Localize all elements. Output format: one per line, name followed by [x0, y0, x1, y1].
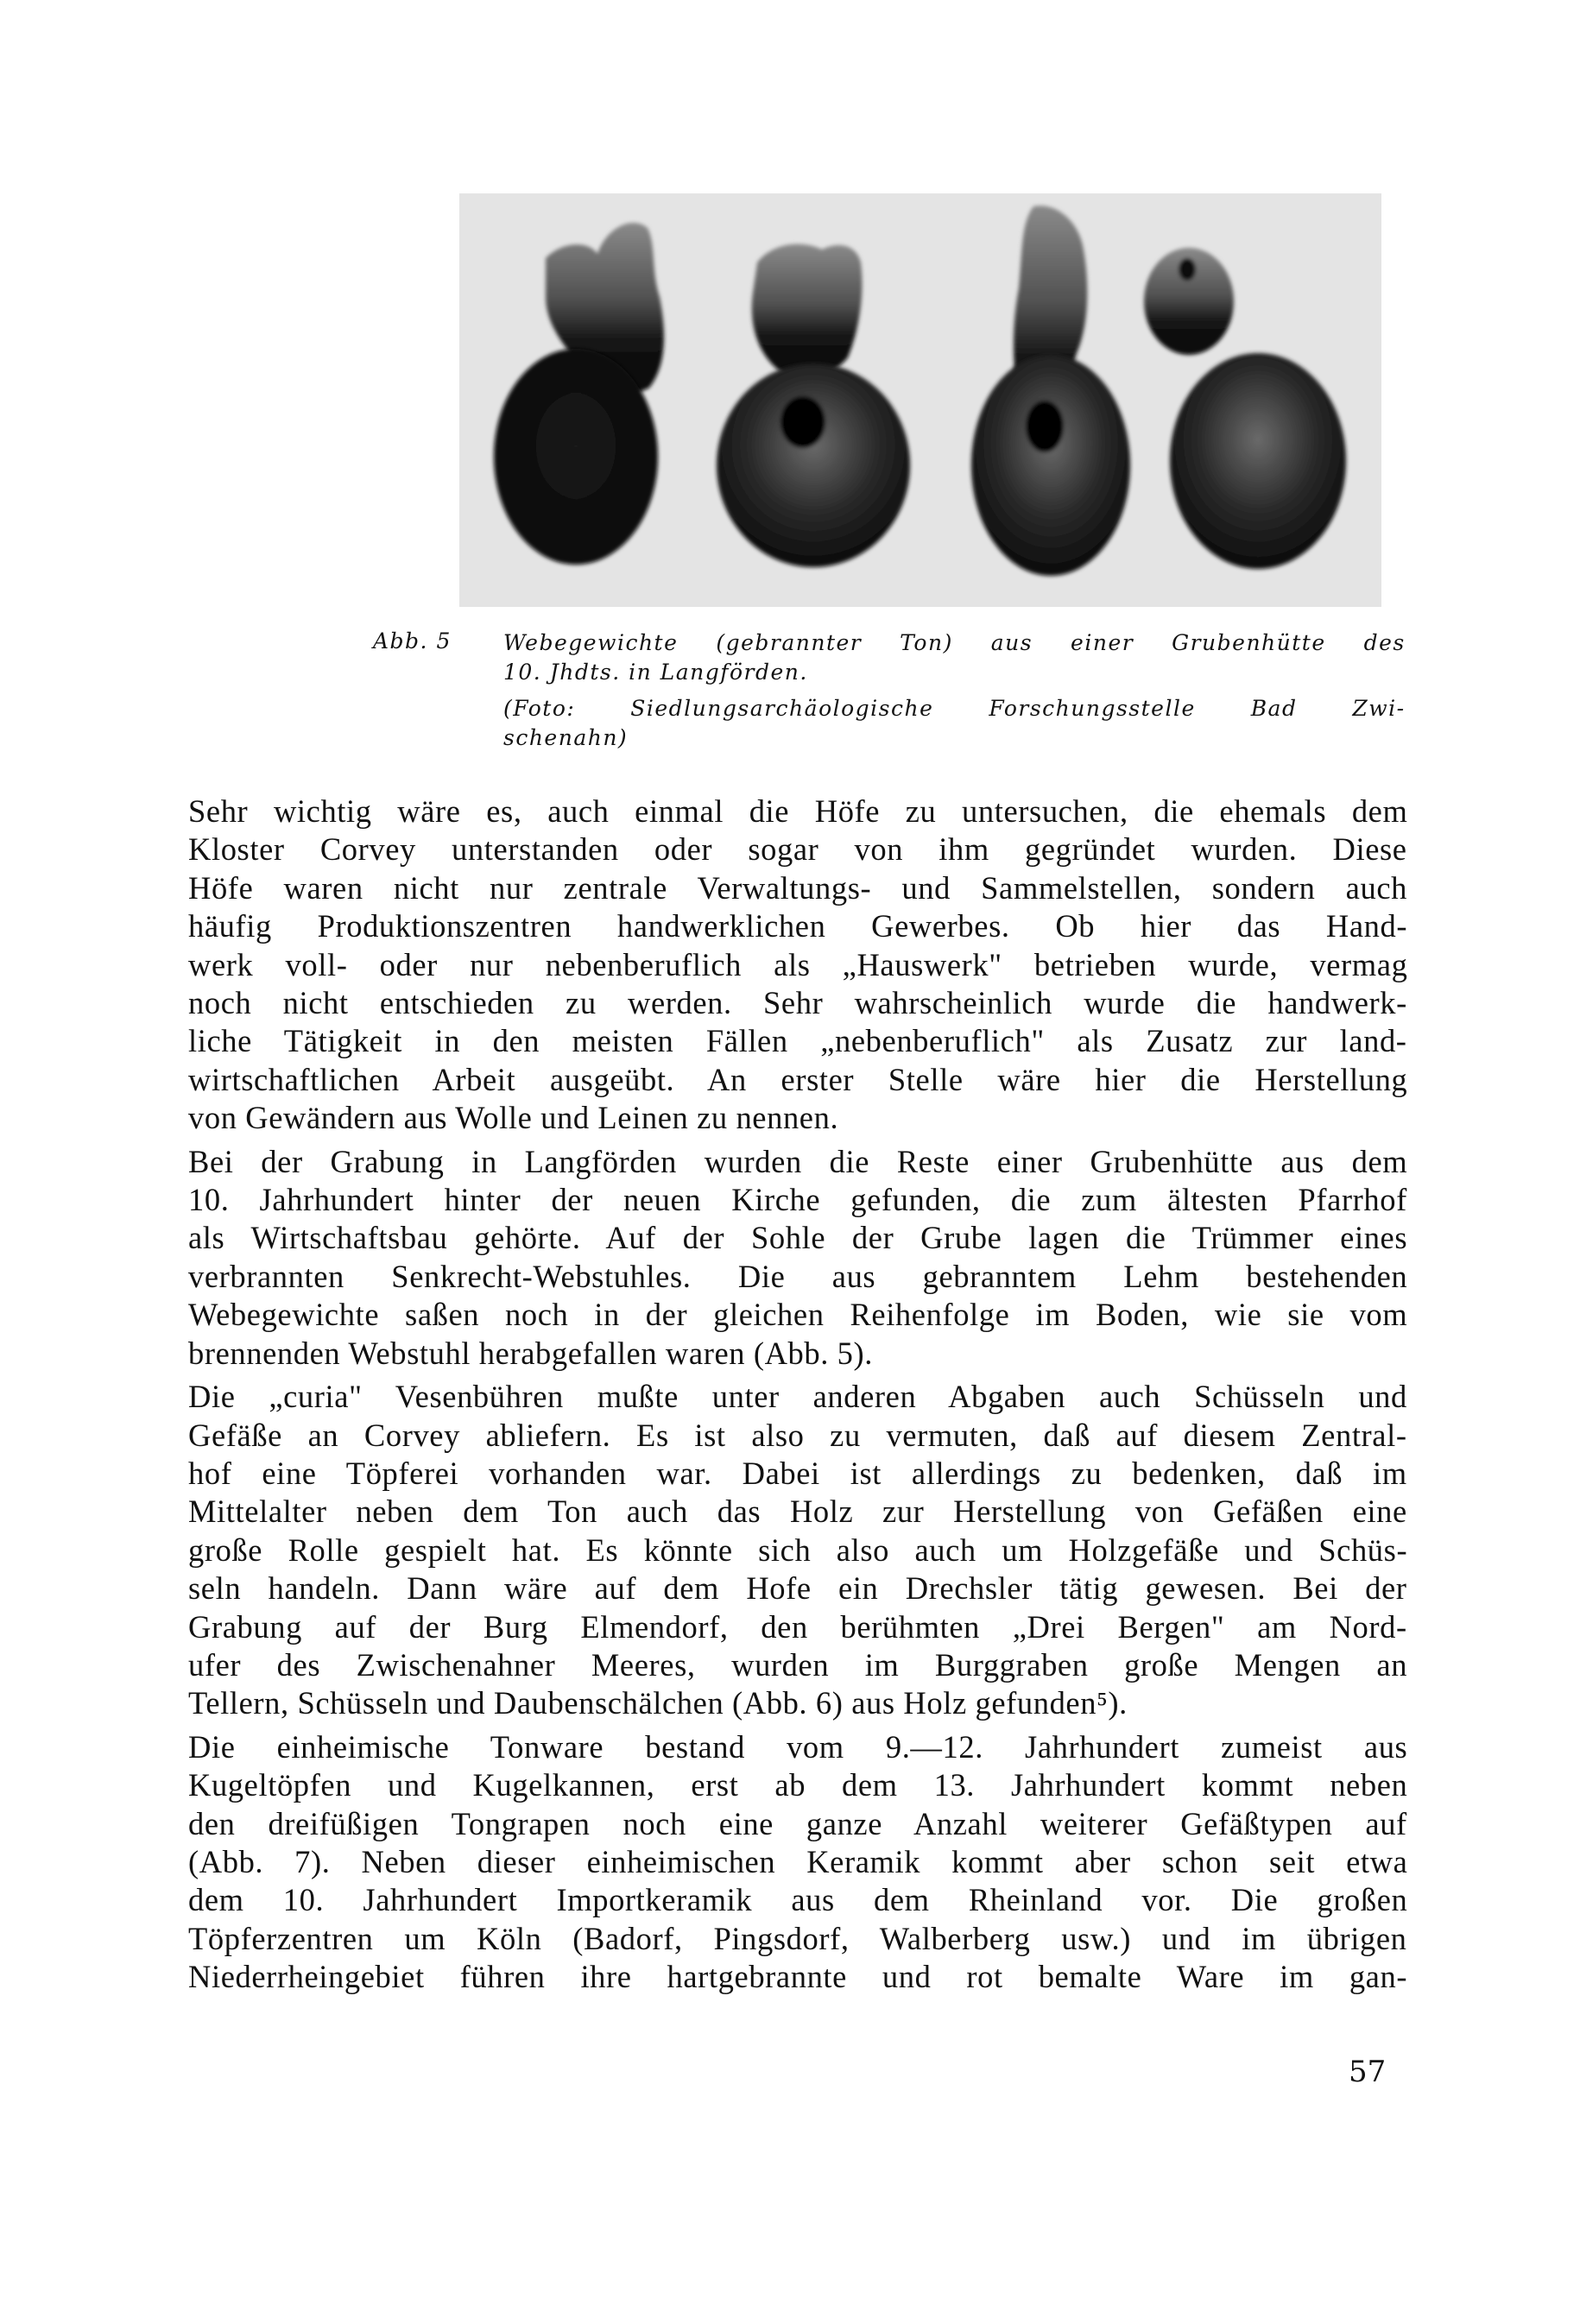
text-line: Sehr wichtig wäre es, auch einmal die Höfe zu untersuchen, die ehemals dem	[188, 793, 1408, 829]
caption-credit-line: (Foto: Siedlungsarchäologische Forschungsstelle Bad Zwi-	[503, 696, 1406, 721]
text-line: Webegewichte saßen noch in der gleichen Reihenfolge im Boden, wie sie vom	[188, 1297, 1408, 1333]
text-line: Die einheimische Tonware bestand vom 9.—12. Jahrhundert zumeist aus	[188, 1728, 1408, 1765]
text-line: den dreifüßigen Tongrapen noch eine ganze Anzahl weiterer Gefäßtypen auf	[188, 1805, 1407, 1841]
text-line: werk voll- oder nur nebenberuflich als „Hauswerk" betrieben wurde, vermag	[188, 946, 1408, 982]
loom-weight-ring-2	[717, 363, 910, 567]
body-text	[188, 793, 1407, 1997]
caption-credit-line: schenahn)	[503, 725, 629, 750]
text-line: noch nicht entschieden zu werden. Sehr wahrscheinlich wurde die handwerk-	[188, 985, 1407, 1021]
loom-weight-ring-3	[971, 355, 1130, 576]
text-line: Kugeltöpfen und Kugelkannen, erst ab dem 13. Jahrhundert kommt neben	[188, 1767, 1408, 1803]
figure-label: Abb. 5	[373, 628, 452, 654]
text-line: liche Tätigkeit in den meisten Fällen „nebenberuflich" als Zusatz zur land-	[188, 1023, 1407, 1059]
page-number: 57	[1349, 2055, 1387, 2089]
loom-weight-ring-4	[1170, 353, 1346, 569]
caption-text	[503, 628, 1406, 753]
caption-credit	[503, 694, 1406, 753]
text-line: Die „curia" Vesenbühren mußte unter anderen Abgaben auch Schüsseln und	[188, 1379, 1407, 1415]
text-line: große Rolle gespielt hat. Es könnte sich also auch um Holzgefäße und Schüs-	[188, 1531, 1408, 1568]
text-line: ufer des Zwischenahner Meeres, wurden im Burggraben große Mengen an	[188, 1646, 1408, 1683]
loom-weight-ring-3-hole	[1026, 401, 1064, 452]
loom-weight-ring-2-hole	[781, 396, 825, 448]
text-line: Niederrheingebiet führen ihre hartgebrannte und rot bemalte Ware im gan-	[188, 1959, 1408, 1995]
text-line: Mittelalter neben dem Ton auch das Holz zur Herstellung von Gefäßen eine	[188, 1494, 1407, 1530]
text-line: Tellern, Schüsseln und Daubenschälchen (Abb. 6) aus Holz gefunden⁵).	[188, 1685, 1128, 1721]
paragraph	[188, 1143, 1407, 1373]
text-line: Kloster Corvey unterstanden oder sogar von ihm gegründet wurden. Diese	[188, 831, 1407, 868]
caption-line: 10. Jhdts. in Langförden.	[503, 660, 808, 685]
text-line: Töpferzentren um Köln (Badorf, Pingsdorf, Walberberg usw.) und im übrigen	[188, 1920, 1407, 1956]
loom-weight-fragment-2	[752, 244, 863, 378]
text-line: häufig Produktionszentren handwerklichen Gewerbes. Ob hier das Hand-	[188, 908, 1408, 944]
text-line: Höfe waren nicht nur zentrale Verwaltungs- und Sammelstellen, sondern auch	[188, 869, 1407, 906]
loom-weights-photo	[459, 193, 1381, 607]
text-line: 10. Jahrhundert hinter der neuen Kirche gefunden, die zum ältesten Pfarrhof	[188, 1182, 1407, 1218]
paragraph	[188, 1728, 1407, 1997]
text-line: Bei der Grabung in Langförden wurden die Reste einer Grubenhütte aus dem	[188, 1143, 1408, 1179]
paragraph	[188, 793, 1407, 1138]
figure-photo-loom-weights	[459, 193, 1381, 607]
caption-line: Webegewichte (gebrannter Ton) aus einer Grubenhütte des	[503, 630, 1406, 655]
text-line: von Gewändern aus Wolle und Leinen zu nennen.	[188, 1100, 839, 1136]
text-line: verbrannten Senkrecht-Webstuhles. Die aus gebranntem Lehm bestehenden	[188, 1258, 1408, 1294]
text-line: brennenden Webstuhl herabgefallen waren (Abb. 5).	[188, 1335, 874, 1371]
text-line: Grabung auf der Burg Elmendorf, den berühmten „Drei Bergen" am Nord-	[188, 1608, 1407, 1645]
loom-weight-ring-1	[494, 349, 658, 565]
text-line: als Wirtschaftsbau gehörte. Auf der Sohle der Grube lagen die Trümmer eines	[188, 1220, 1408, 1256]
paragraph	[188, 1378, 1407, 1723]
text-line: (Abb. 7). Neben dieser einheimischen Keramik kommt aber schon seit etwa	[188, 1843, 1408, 1879]
text-line: hof eine Töpferei vorhanden war. Dabei ist allerdings zu bedenken, daß im	[188, 1455, 1407, 1491]
caption-description	[503, 628, 1406, 687]
text-line: dem 10. Jahrhundert Importkeramik aus dem Rheinland vor. Die großen	[188, 1882, 1408, 1918]
text-line: wirtschaftlichen Arbeit ausgeübt. An erster Stelle wäre hier die Herstellung	[188, 1061, 1408, 1097]
text-line: Gefäße an Corvey abliefern. Es ist also zu vermuten, daß auf diesem Zentral-	[188, 1417, 1407, 1453]
loom-weight-fragment-4-hole	[1179, 258, 1196, 281]
text-line: seln handeln. Dann wäre auf dem Hofe ein Drechsler tätig gewesen. Bei der	[188, 1570, 1407, 1607]
